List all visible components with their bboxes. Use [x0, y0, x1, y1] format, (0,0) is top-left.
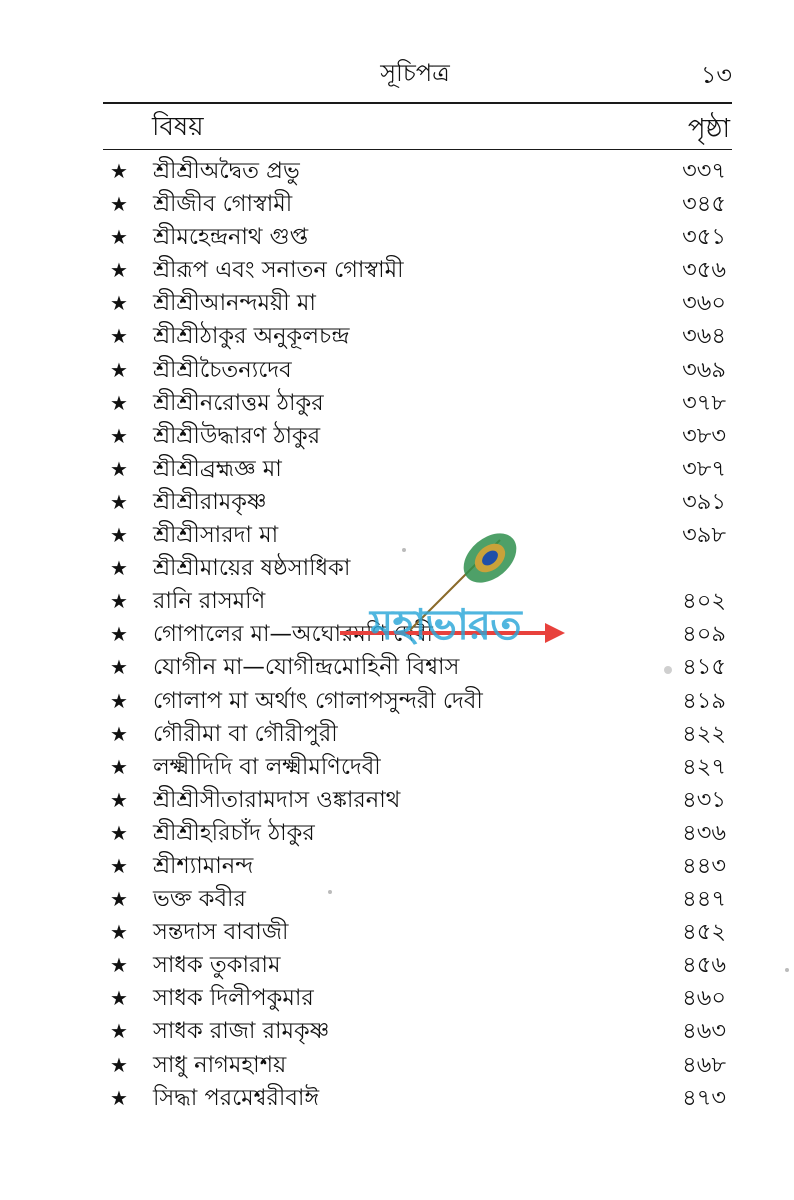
- toc-entry-title: শ্রীশ্রীব্রহ্মজ্ঞ মা: [153, 455, 282, 482]
- star-bullet-icon: ★: [110, 820, 128, 845]
- toc-entry-title: সাধু নাগমহাশয়: [153, 1051, 287, 1078]
- toc-entry-title: শ্রীশ্রীঠাকুর অনুকূলচন্দ্র: [153, 323, 350, 350]
- star-bullet-icon: ★: [110, 754, 128, 779]
- column-heading-page: পৃষ্ঠা: [687, 114, 730, 144]
- toc-entry-title: সাধক রাজা রামকৃষ্ণ: [153, 1018, 330, 1045]
- toc-entry: [0, 585, 794, 618]
- toc-entry-title: শ্রীশ্রীসীতারামদাস ওঙ্কারনাথ: [153, 786, 401, 813]
- toc-entry-page: ৪৫২: [682, 919, 726, 946]
- toc-entry-page: ৩৯১: [682, 488, 726, 515]
- star-bullet-icon: ★: [110, 920, 128, 945]
- toc-entry-title: সাধক তুকারাম: [153, 952, 281, 979]
- toc-entry-page: ৪৪৭: [682, 886, 726, 913]
- toc-entry: [0, 155, 794, 188]
- toc-list: [0, 155, 794, 1115]
- toc-entry: [0, 552, 794, 585]
- star-bullet-icon: ★: [110, 291, 128, 316]
- watermark-text: মহাভারত: [370, 600, 521, 649]
- toc-entry: [0, 651, 794, 684]
- toc-entry-page: ৩৬৪: [682, 323, 726, 350]
- toc-entry: [0, 1082, 794, 1115]
- header-rule-bottom: [103, 149, 732, 150]
- toc-entry-page: ৪৩১: [682, 786, 726, 813]
- toc-entry-page: ৪৫৬: [682, 952, 726, 979]
- toc-entry: [0, 287, 794, 320]
- toc-entry-title: গোলাপ মা অর্থাৎ গোলাপসুন্দরী দেবী: [153, 687, 483, 714]
- star-bullet-icon: ★: [110, 589, 128, 614]
- toc-entry: [0, 486, 794, 519]
- toc-entry-page: ৪৬৮: [682, 1051, 726, 1078]
- star-bullet-icon: ★: [110, 953, 128, 978]
- star-bullet-icon: ★: [110, 1052, 128, 1077]
- toc-entry: [0, 916, 794, 949]
- toc-entry: [0, 718, 794, 751]
- column-heading-subject: বিষয়: [152, 112, 204, 142]
- toc-entry-page: ৪১৯: [682, 687, 726, 714]
- toc-entry: [0, 387, 794, 420]
- star-bullet-icon: ★: [110, 853, 128, 878]
- toc-entry-title: শ্রীশ্রীসারদা মা: [153, 522, 279, 549]
- toc-entry-page: ৩৫১: [682, 224, 726, 251]
- toc-entry: [0, 354, 794, 387]
- toc-entry-title: শ্রীশ্যামানন্দ: [153, 852, 254, 879]
- toc-entry: [0, 1049, 794, 1082]
- toc-entry: [0, 949, 794, 982]
- toc-entry: [0, 618, 794, 651]
- toc-entry-page: ৩৯৮: [682, 522, 726, 549]
- toc-entry-title: শ্রীশ্রীহরিচাঁদ ঠাকুর: [153, 819, 315, 846]
- star-bullet-icon: ★: [110, 655, 128, 680]
- toc-entry-title: শ্রীশ্রীমায়ের ষষ্ঠসাধিকা: [153, 555, 351, 582]
- toc-entry: [0, 751, 794, 784]
- star-bullet-icon: ★: [110, 688, 128, 713]
- star-bullet-icon: ★: [110, 258, 128, 283]
- toc-entry: [0, 519, 794, 552]
- toc-entry: [0, 817, 794, 850]
- toc-entry-page: ৪৪৩: [682, 852, 726, 879]
- star-bullet-icon: ★: [110, 390, 128, 415]
- header-rule-top: [103, 102, 732, 104]
- toc-entry-page: ৪১৫: [682, 654, 726, 681]
- toc-entry: [0, 188, 794, 221]
- star-bullet-icon: ★: [110, 1085, 128, 1110]
- toc-entry-page: ৪২৭: [682, 753, 726, 780]
- toc-entry: [0, 1015, 794, 1048]
- toc-entry-title: রানি রাসমণি: [153, 588, 266, 615]
- toc-entry-title: শ্রীশ্রীঅদ্বৈত প্রভু: [153, 158, 300, 184]
- toc-entry-page: ৩৮৭: [682, 455, 726, 482]
- toc-entry-title: শ্রীজীব গোস্বামী: [153, 191, 293, 218]
- toc-entry-page: ৩৮৩: [682, 422, 726, 449]
- toc-entry-title: শ্রীশ্রীরামকৃষ্ণ: [153, 488, 267, 515]
- toc-entry-title: শ্রীশ্রীউদ্ধারণ ঠাকুর: [153, 422, 321, 449]
- toc-entry-page: ৩৪৫: [682, 191, 726, 218]
- toc-entry-page: ৪২২: [682, 720, 726, 747]
- toc-entry: [0, 982, 794, 1015]
- toc-entry: [0, 784, 794, 817]
- toc-entry-title: শ্রীশ্রীআনন্দময়ী মা: [153, 290, 316, 317]
- toc-entry-title: শ্রীশ্রীনরোত্তম ঠাকুর: [153, 389, 324, 416]
- toc-entry-page: ৩৬৯: [682, 356, 726, 383]
- toc-entry: [0, 254, 794, 287]
- star-bullet-icon: ★: [110, 192, 128, 217]
- toc-entry-title: লক্ষ্মীদিদি বা লক্ষ্মীমণিদেবী: [153, 753, 381, 780]
- toc-entry-title: সন্তদাস বাবাজী: [153, 919, 289, 946]
- toc-entry-page: ৪৬৩: [682, 1018, 726, 1045]
- toc-entry-title: যোগীন মা—যোগীন্দ্রমোহিনী বিশ্বাস: [153, 654, 460, 681]
- toc-entry-page: ৩৫৬: [682, 257, 726, 284]
- toc-entry-page: ৩৭৮: [682, 389, 726, 416]
- page-number: ১৩: [700, 61, 732, 89]
- star-bullet-icon: ★: [110, 986, 128, 1011]
- toc-entry-page: ৪৭৩: [682, 1084, 726, 1111]
- toc-entry-page: ৪৬০: [682, 985, 726, 1012]
- star-bullet-icon: ★: [110, 489, 128, 514]
- toc-entry-title: শ্রীশ্রীচৈতন্যদেব: [153, 356, 292, 383]
- star-bullet-icon: ★: [110, 887, 128, 912]
- star-bullet-icon: ★: [110, 456, 128, 481]
- star-bullet-icon: ★: [110, 523, 128, 548]
- star-bullet-icon: ★: [110, 159, 128, 183]
- toc-entry-page: ৪০২: [682, 588, 726, 615]
- star-bullet-icon: ★: [110, 787, 128, 812]
- star-bullet-icon: ★: [110, 721, 128, 746]
- running-title: সূচিপত্র: [380, 59, 450, 87]
- print-speck: [328, 890, 332, 894]
- star-bullet-icon: ★: [110, 622, 128, 647]
- toc-entry-page: ৩৩৭: [682, 158, 726, 184]
- toc-entry-title: শ্রীমহেন্দ্রনাথ গুপ্ত: [153, 224, 309, 251]
- toc-entry: [0, 453, 794, 486]
- toc-entry-title: শ্রীরূপ এবং সনাতন গোস্বামী: [153, 257, 404, 284]
- toc-entry-page: ৪০৯: [682, 621, 726, 648]
- star-bullet-icon: ★: [110, 324, 128, 349]
- print-speck: [664, 666, 672, 674]
- toc-entry-title: সিদ্ধা পরমেশ্বরীবাঈ: [153, 1084, 320, 1111]
- star-bullet-icon: ★: [110, 556, 128, 581]
- toc-entry: [0, 221, 794, 254]
- toc-entry-title: সাধক দিলীপকুমার: [153, 985, 314, 1012]
- star-bullet-icon: ★: [110, 1019, 128, 1044]
- toc-entry-title: ভক্ত কবীর: [153, 886, 246, 913]
- star-bullet-icon: ★: [110, 225, 128, 250]
- toc-entry-title: গোপালের মা—অঘোরমণি দেবী: [153, 621, 433, 648]
- toc-entry: [0, 850, 794, 883]
- print-speck: [402, 548, 406, 552]
- toc-entry-title: গৌরীমা বা গৌরীপুরী: [153, 720, 338, 747]
- toc-entry: [0, 420, 794, 453]
- star-bullet-icon: ★: [110, 423, 128, 448]
- star-bullet-icon: ★: [110, 357, 128, 382]
- toc-entry-page: ৩৬০: [682, 290, 726, 317]
- toc-entry-page: ৪৩৬: [682, 819, 726, 846]
- toc-entry: [0, 883, 794, 916]
- print-speck: [785, 968, 789, 972]
- toc-entry: [0, 685, 794, 718]
- toc-entry: [0, 320, 794, 353]
